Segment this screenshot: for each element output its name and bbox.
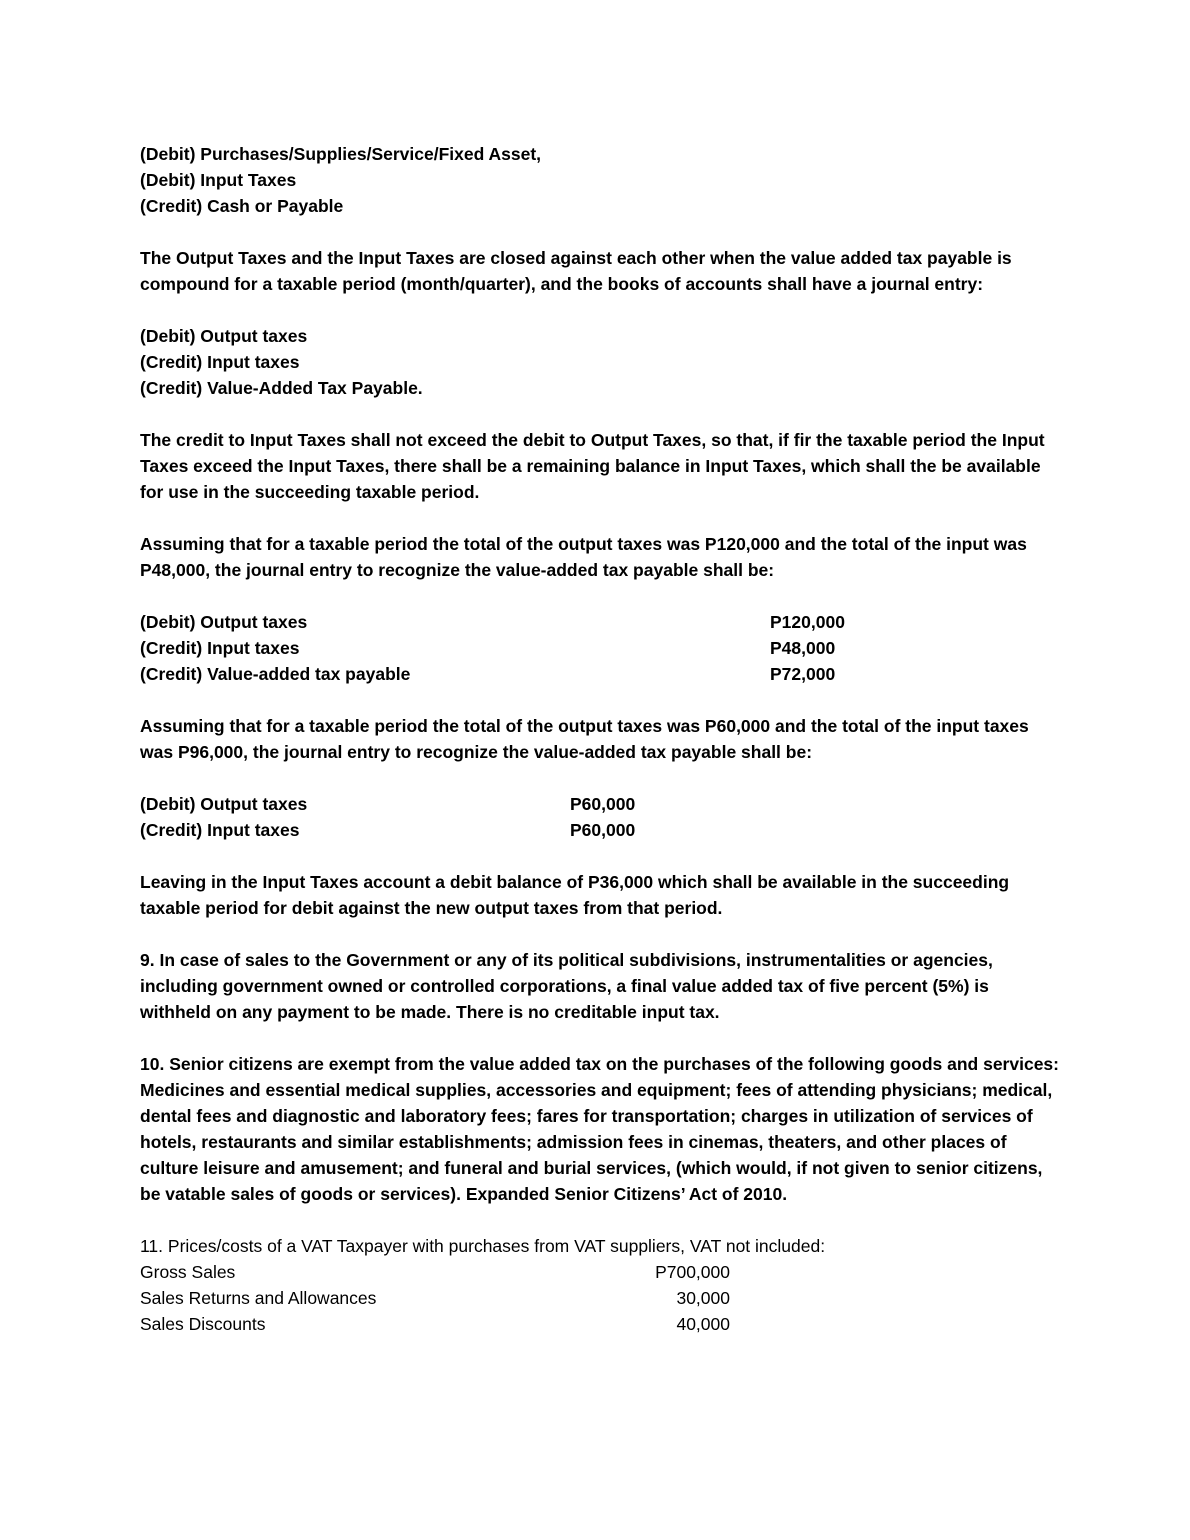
paragraph-example-1: Assuming that for a taxable period the total of the output taxes was P120,000 and the total of the input was P48,000, the journal entry to recognize the value-added tax payable shall be:	[140, 534, 1027, 580]
account-label: (Debit) Output taxes	[140, 794, 308, 814]
sales-row	[140, 1285, 1060, 1311]
journal-row	[140, 661, 1060, 687]
item-11-section	[140, 1233, 1060, 1337]
paragraph-item-10: 10. Senior citizens are exempt from the value added tax on the purchases of the following goods and services: Medicines and essential medical supplies, accessories and equipment; fees of attending physicians; medical, dental fees and diagnostic and laboratory fees; fares for transportation; charges in utilization of services of hotels, restaurants and similar establishments; admission fees in cinemas, theaters, and other places of culture leisure and amusement; and funeral and burial services, (which would, if not given to senior citizens, be vatable sales of goods or services). Expanded Senior Citizens’ Act of 2010.	[140, 1054, 1059, 1204]
journal-row	[140, 609, 1060, 635]
sales-label: Gross Sales	[140, 1262, 236, 1282]
entry-line: (Debit) Output taxes	[140, 326, 308, 346]
entry-line: (Debit) Input Taxes	[140, 170, 297, 190]
account-label: (Credit) Value-added tax payable	[140, 664, 411, 684]
amount: P60,000	[570, 820, 636, 840]
sales-label: Sales Returns and Allowances	[140, 1288, 377, 1308]
account-label: (Debit) Output taxes	[140, 612, 308, 632]
sales-label: Sales Discounts	[140, 1314, 266, 1334]
amount: P120,000	[770, 612, 845, 632]
document-page	[140, 141, 1060, 1337]
paragraph-example-2: Assuming that for a taxable period the total of the output taxes was P60,000 and the total of the input taxes was P96,000, the journal entry to recognize the value-added tax payable shall be:	[140, 716, 1029, 762]
sales-amount: 40,000	[676, 1314, 730, 1334]
closing-journal-entry	[140, 323, 1060, 401]
amount: P48,000	[770, 638, 836, 658]
example-2-journal-entry	[140, 791, 1060, 843]
account-label: (Credit) Input taxes	[140, 638, 300, 658]
sales-row	[140, 1311, 1060, 1337]
journal-row	[140, 635, 1060, 661]
paragraph-credit-rule: The credit to Input Taxes shall not exceed the debit to Output Taxes, so that, if fir the taxable period the Input Taxes exceed the Input Taxes, there shall be a remaining balance in Input Taxes, which shall the be available for use in the succeeding taxable period.	[140, 430, 1045, 502]
example-1-journal-entry	[140, 609, 1060, 687]
sales-row	[140, 1259, 1060, 1285]
amount: P72,000	[770, 664, 836, 684]
amount: P60,000	[570, 794, 636, 814]
entry-line: (Debit) Purchases/Supplies/Service/Fixed Asset,	[140, 144, 542, 164]
entry-line: (Credit) Cash or Payable	[140, 196, 344, 216]
paragraph-item-9: 9. In case of sales to the Government or any of its political subdivisions, instrumentalities or agencies, including government owned or controlled corporations, a final value added tax of five percent (5%) is withheld on any payment to be made. There is no creditable input tax.	[140, 950, 993, 1022]
entry-line: (Credit) Value-Added Tax Payable.	[140, 378, 423, 398]
journal-row	[140, 817, 1060, 843]
account-label: (Credit) Input taxes	[140, 820, 300, 840]
intro-journal-entry	[140, 141, 1060, 219]
sales-amount: 30,000	[676, 1288, 730, 1308]
paragraph-leaving-balance: Leaving in the Input Taxes account a debit balance of P36,000 which shall be available in the succeeding taxable period for debit against the new output taxes from that period.	[140, 872, 1010, 918]
journal-row	[140, 791, 1060, 817]
sales-amount: P700,000	[655, 1262, 730, 1282]
entry-line: (Credit) Input taxes	[140, 352, 300, 372]
paragraph-closing: The Output Taxes and the Input Taxes are closed against each other when the value added tax payable is compound for a taxable period (month/quarter), and the books of accounts shall have a journal entry:	[140, 248, 1012, 294]
item-11-heading: 11. Prices/costs of a VAT Taxpayer with purchases from VAT suppliers, VAT not included:	[140, 1236, 826, 1256]
